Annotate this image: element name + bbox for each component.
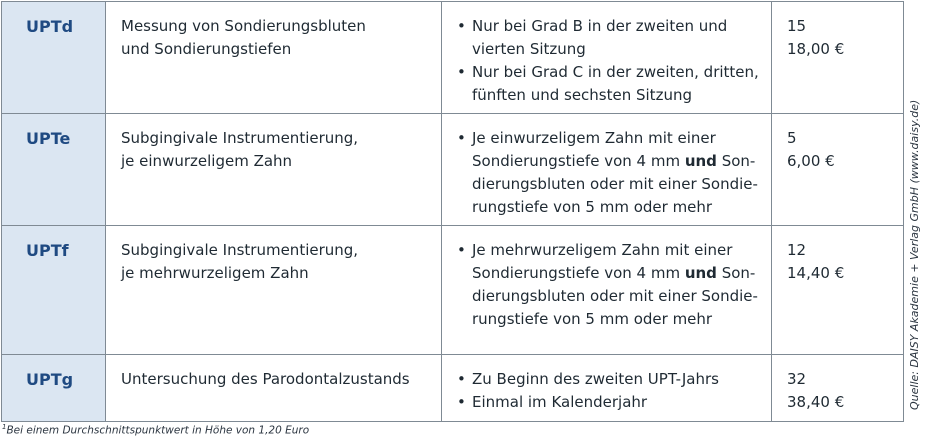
condition-item: • Nur bei Grad B in der zweiten und vierten Sitzung bbox=[457, 17, 728, 58]
bullet-icon: • bbox=[457, 370, 466, 388]
price-value: 18,00 € bbox=[787, 40, 845, 58]
emphasis-text: und bbox=[684, 152, 717, 170]
points-cell bbox=[772, 226, 904, 355]
bullet-icon: • bbox=[457, 129, 466, 147]
description-cell bbox=[106, 226, 442, 355]
conditions-list bbox=[442, 114, 771, 225]
fee-description: Messung von Sondierungsbluten und Sondierungstiefen bbox=[121, 17, 366, 58]
code-cell bbox=[2, 355, 106, 422]
fee-description: Subgingivale Instrumentierung, je einwurzeligem Zahn bbox=[121, 129, 359, 170]
conditions-list bbox=[442, 355, 771, 420]
bullet-icon: • bbox=[457, 63, 466, 81]
condition-item: • Je einwurzeligem Zahn mit einer Sondierungstiefe von 4 mm und Son- dierungsbluten oder mit einer Sondie- rungstiefe von 5 mm oder mehr bbox=[457, 129, 758, 216]
condition-item: • Zu Beginn des zweiten UPT-Jahrs bbox=[457, 368, 763, 391]
footnote-marker: 1 bbox=[2, 423, 7, 431]
code-cell bbox=[2, 226, 106, 355]
table-row bbox=[2, 226, 904, 355]
points-cell bbox=[772, 114, 904, 226]
conditions-cell bbox=[442, 2, 772, 114]
conditions-cell bbox=[442, 226, 772, 355]
points-value: 15 bbox=[787, 17, 807, 35]
points-value: 12 bbox=[787, 241, 807, 259]
condition-item: • Je mehrwurzeligem Zahn mit einer Sondierungstiefe von 4 mm und Son- dierungsbluten oder mit einer Sondie- rungstiefe von 5 mm oder mehr bbox=[457, 241, 758, 328]
description-cell bbox=[106, 355, 442, 422]
fee-code: UPTg bbox=[26, 370, 74, 389]
fee-description: Subgingivale Instrumentierung, je mehrwurzeligem Zahn bbox=[121, 241, 359, 282]
table-row bbox=[2, 2, 904, 114]
emphasis-text: und bbox=[684, 264, 717, 282]
points-value: 5 bbox=[787, 129, 797, 147]
bullet-icon: • bbox=[457, 17, 466, 35]
points-cell bbox=[772, 2, 904, 114]
price-value: 14,40 € bbox=[787, 264, 845, 282]
points-value: 32 bbox=[787, 370, 807, 388]
description-cell bbox=[106, 114, 442, 226]
price-value: 38,40 € bbox=[787, 393, 845, 411]
fee-code: UPTe bbox=[26, 129, 71, 148]
bullet-icon: • bbox=[457, 393, 466, 411]
fee-code: UPTf bbox=[26, 241, 69, 260]
points-cell bbox=[772, 355, 904, 422]
footnote-text: Bei einem Durchschnittspunktwert in Höhe von 1,20 Euro bbox=[6, 424, 310, 437]
condition-item: • Einmal im Kalenderjahr bbox=[457, 391, 763, 414]
fee-code: UPTd bbox=[26, 17, 74, 36]
source-credit: Quelle: DAISY Akademie + Verlag GmbH (www.daisy.de) bbox=[908, 99, 921, 410]
footnote bbox=[2, 423, 309, 437]
condition-item: • Nur bei Grad C in der zweiten, dritten, fünften und sechsten Sitzung bbox=[457, 63, 759, 104]
price-value: 6,00 € bbox=[787, 152, 835, 170]
table-row bbox=[2, 355, 904, 422]
code-cell bbox=[2, 114, 106, 226]
conditions-cell bbox=[442, 355, 772, 422]
conditions-list bbox=[442, 2, 771, 113]
description-cell bbox=[106, 2, 442, 114]
conditions-cell bbox=[442, 114, 772, 226]
code-cell bbox=[2, 2, 106, 114]
fee-table bbox=[1, 1, 904, 422]
conditions-list bbox=[442, 226, 771, 337]
fee-description: Untersuchung des Parodontalzustands bbox=[121, 370, 410, 388]
table-row bbox=[2, 114, 904, 226]
bullet-icon: • bbox=[457, 241, 466, 259]
